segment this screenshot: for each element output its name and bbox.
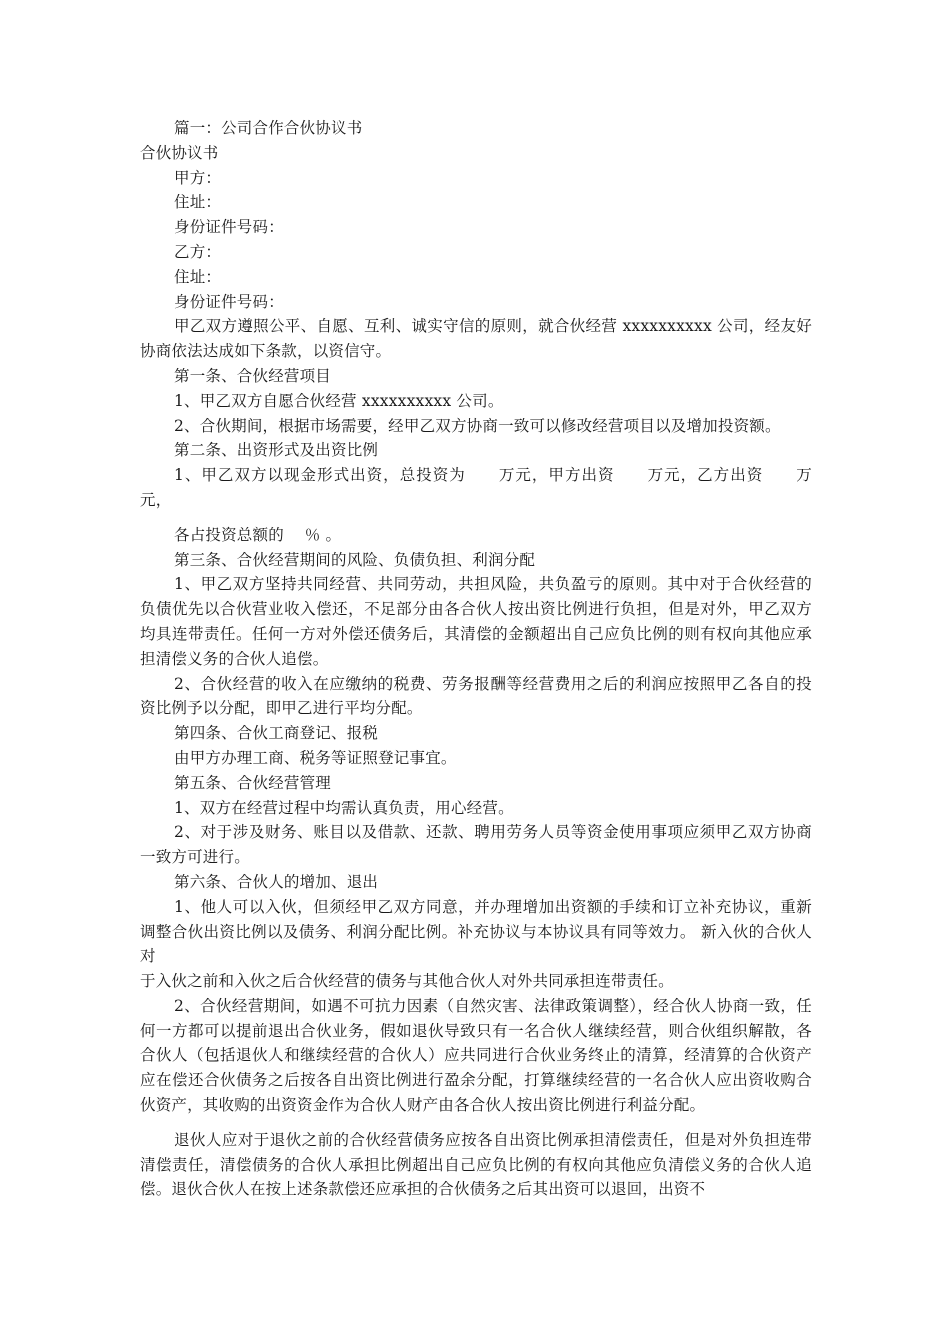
paragraph: 身份证件号码： — [174, 292, 284, 311]
paragraph: 身份证件号码： — [174, 218, 284, 237]
paragraph: 2、合伙期间，根据市场需要，经甲乙双方协商一致可以修改经营项目以及增加投资额。 — [174, 416, 781, 435]
paragraph: 第二条、出资形式及出资比例 — [174, 441, 379, 460]
paragraph: 由甲方办理工商、税务等证照登记事宜。 — [174, 748, 457, 767]
paragraph: 第五条、合伙经营管理 — [174, 773, 332, 792]
paragraph: 住址： — [174, 267, 222, 286]
paragraph: 于入伙之前和入伙之后合伙经营的债务与其他合伙人对外共同承担连带责任。 — [140, 972, 674, 991]
paragraph: 甲方： — [174, 168, 222, 187]
paragraph: 1、甲乙双方以现金形式出资，总投资为 万元，甲方出资 万元，乙方出资 万元， — [140, 466, 812, 509]
paragraph: 第四条、合伙工商登记、报税 — [174, 724, 379, 743]
paragraph: 1、双方在经营过程中均需认真负责，用心经营。 — [174, 798, 514, 817]
paragraph: 住址： — [174, 193, 222, 212]
paragraph: 各占投资总额的 ％ 。 — [174, 525, 342, 544]
paragraph: 第六条、合伙人的增加、退出 — [174, 872, 379, 891]
paragraph: 第三条、合伙经营期间的风险、负债负担、利润分配 — [174, 550, 536, 569]
paragraph: 退伙人应对于退伙之前的合伙经营债务应按各自出资比例承担清偿责任，但是对外负担连带清偿责任，清偿债务的合伙人承担比例超出自己应负比例的有权向其他应负清偿义务的合伙人追偿。退伙合伙人在按上述条款偿还应承担的合伙债务之后其出资可以退回，出资不 — [140, 1130, 812, 1199]
paragraph: 乙方： — [174, 242, 222, 261]
document-title: 合伙协议书 — [140, 143, 219, 162]
paragraph: 2、合伙经营的收入在应缴纳的税费、劳务报酬等经营费用之后的利润应按照甲乙各自的投资比例予以分配，即甲乙进行平均分配。 — [140, 674, 812, 718]
paragraph: 1、甲乙双方自愿合伙经营 xxxxxxxxxx 公司。 — [174, 391, 504, 410]
paragraph: 1、他人可以入伙，但须经甲乙双方同意，并办理增加出资额的手续和订立补充协议，重新调整合伙出资比例以及债务、利润分配比例。补充协议与本协议具有同等效力。 新入伙的合伙人对 — [140, 897, 812, 966]
paragraph: 2、合伙经营期间，如遇不可抗力因素（自然灾害、法律政策调整），经合伙人协商一致，任何一方都可以提前退出合伙业务，假如退伙导致只有一名合伙人继续经营，则合伙组织解散，各合伙人（包括退伙人和继续经营的合伙人）应共同进行合伙业务终止的清算，经清算的合伙资产应在偿还合伙债务之后按各自出资比例进行盈余分配，打算继续经营的一名合伙人应出资收购合伙资产，其收购的出资资金作为合伙人财产由各合伙人按出资比例进行利益分配。 — [140, 996, 812, 1115]
paragraph: 甲乙双方遵照公平、自愿、互利、诚实守信的原则，就合伙经营 xxxxxxxxxx 公司，经友好协商依法达成如下条款，以资信守。 — [140, 317, 812, 361]
document-body — [140, 116, 812, 1202]
paragraph: 第一条、合伙经营项目 — [174, 366, 332, 385]
paragraph: 1、甲乙双方坚持共同经营、共同劳动，共担风险，共负盈亏的原则。其中对于合伙经营的负债优先以合伙营业收入偿还，不足部分由各合伙人按出资比例进行负担，但是对外，甲乙双方均具连带责任。任何一方对外偿还债务后，其清偿的金额超出自己应负比例的则有权向其他应承担清偿义务的合伙人追偿。 — [140, 575, 812, 668]
document-heading: 篇一：公司合作合伙协议书 — [174, 119, 363, 137]
paragraph: 2、对于涉及财务、账目以及借款、还款、聘用劳务人员等资金使用事项应须甲乙双方协商一致方可进行。 — [140, 823, 812, 867]
